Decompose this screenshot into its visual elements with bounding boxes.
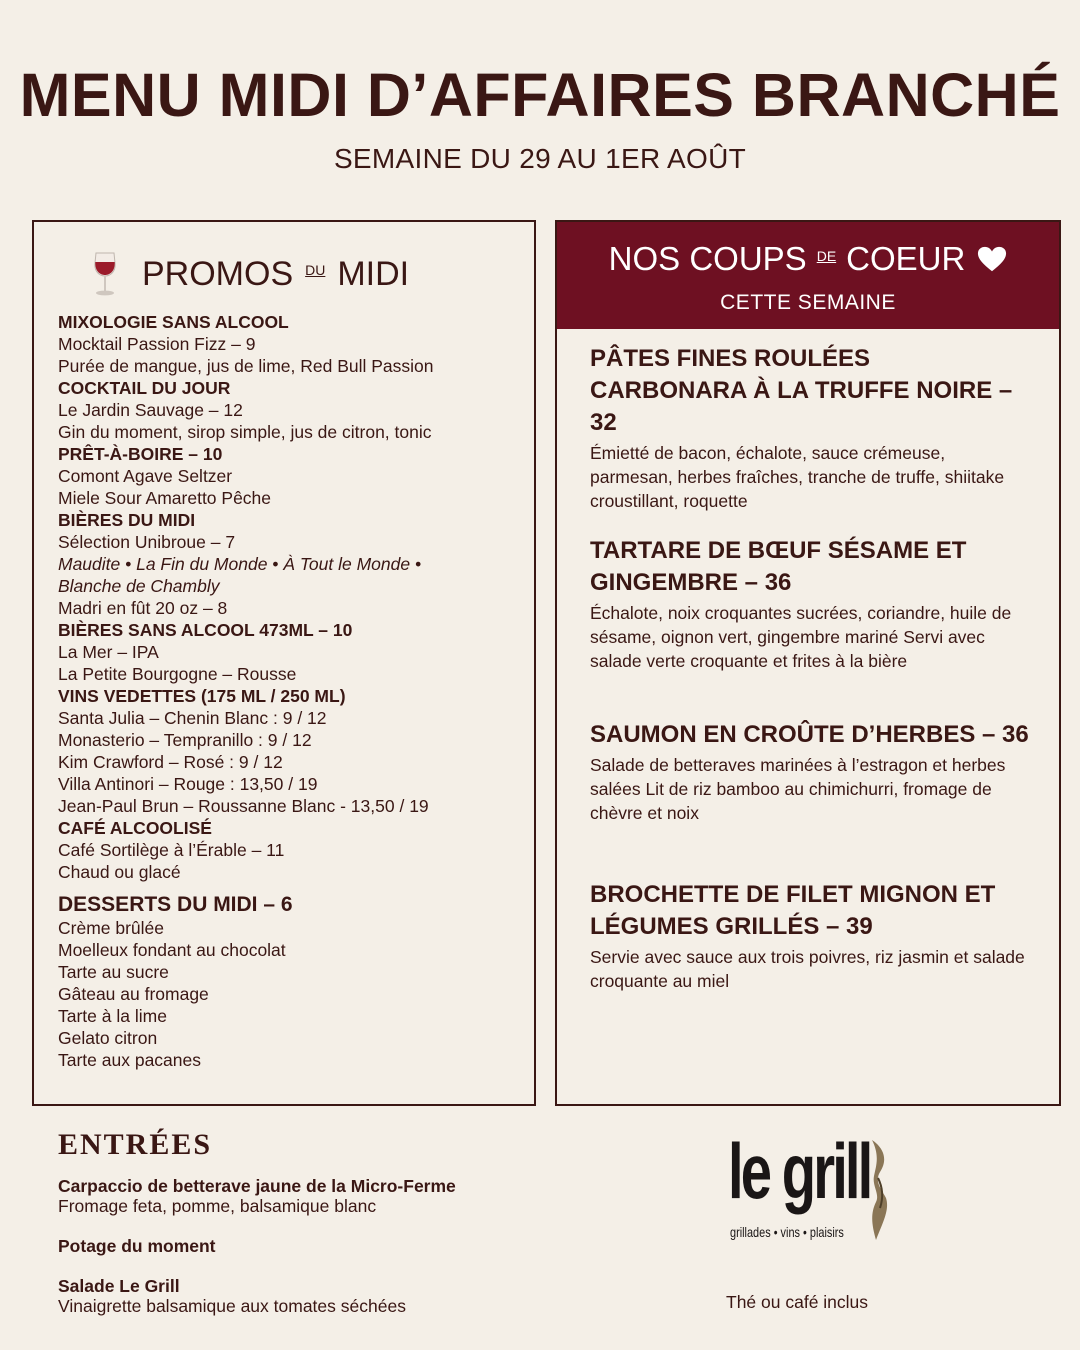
- promo-line: Jean-Paul Brun – Roussanne Blanc - 13,50 / 19: [58, 796, 429, 816]
- promo-line: La Mer – IPA: [58, 642, 159, 662]
- page-subtitle: SEMAINE DU 29 AU 1ER AOÛT: [333, 143, 747, 174]
- entree-description: Vinaigrette balsamique aux tomates séchées: [58, 1296, 406, 1316]
- promos-title-small: DU: [305, 262, 326, 278]
- entree-item: [58, 1176, 578, 1216]
- promo-line: Le Jardin Sauvage – 12: [58, 400, 243, 420]
- dish-description: Salade de betteraves marinées à l’estragon et herbes salées Lit de riz bamboo au chimichurri, fromage de chèvre et noix: [590, 755, 1006, 823]
- entrees-section: [58, 1128, 578, 1316]
- promo-line: Tarte à la lime: [58, 1006, 167, 1026]
- entree-name: Potage du moment: [58, 1236, 216, 1256]
- entree-name: Salade Le Grill: [58, 1276, 180, 1296]
- dish-item: [590, 879, 1030, 993]
- entree-item: [58, 1276, 578, 1316]
- wine-glass-icon: [90, 251, 120, 297]
- promo-section-heading: CAFÉ ALCOOLISÉ: [58, 818, 212, 838]
- coups-title-small: DE: [816, 248, 837, 264]
- coups-title-right: COEUR: [846, 240, 966, 277]
- included-note: Thé ou café inclus: [726, 1292, 869, 1312]
- coups-title-left: NOS COUPS: [608, 240, 807, 277]
- promo-section-heading: COCKTAIL DU JOUR: [58, 378, 231, 398]
- flame-leaf-icon: [868, 1138, 890, 1242]
- promo-line: Chaud ou glacé: [58, 862, 181, 882]
- promo-line: Santa Julia – Chenin Blanc : 9 / 12: [58, 708, 327, 728]
- promo-section-heading: MIXOLOGIE SANS ALCOOL: [58, 312, 289, 332]
- promo-line: La Petite Bourgogne – Rousse: [58, 664, 297, 684]
- promo-line: Villa Antinori – Rouge : 13,50 / 19: [58, 774, 318, 794]
- promo-line: Tarte au sucre: [58, 962, 169, 982]
- dish-description: Émietté de bacon, échalote, sauce crémeuse, parmesan, herbes fraîches, tranche de truffe, shiitake croustillant, roquette: [590, 443, 1005, 511]
- entrees-title: ENTRÉES: [58, 1128, 213, 1161]
- entree-item: [58, 1236, 578, 1256]
- promo-line: Miele Sour Amaretto Pêche: [58, 488, 272, 508]
- promo-line: Moelleux fondant au chocolat: [58, 940, 286, 960]
- promo-section-heading: BIÈRES DU MIDI: [58, 510, 196, 530]
- promos-heading: [90, 250, 409, 298]
- logo-wordmark: le grill: [728, 1127, 871, 1215]
- heart-icon: [977, 245, 1007, 273]
- dish-description: Échalote, noix croquantes sucrées, coriandre, huile de sésame, oignon vert, gingembre mariné Servi avec salade verte croquante et frites à la bière: [590, 603, 1012, 671]
- promo-line: Café Sortilège à l’Érable – 11: [58, 840, 285, 860]
- promos-title-left: PROMOS: [142, 254, 294, 293]
- promo-section-heading: BIÈRES SANS ALCOOL 473ML – 10: [58, 620, 353, 640]
- promo-line: Comont Agave Seltzer: [58, 466, 233, 486]
- dish-item: [590, 343, 1030, 513]
- promo-line: Mocktail Passion Fizz – 9: [58, 334, 256, 354]
- promo-line: Maudite • La Fin du Monde • À Tout le Monde •: [58, 554, 422, 574]
- restaurant-logo: [728, 1127, 898, 1250]
- promo-line: Madri en fût 20 oz – 8: [58, 598, 228, 618]
- promo-line: Gelato citron: [58, 1028, 158, 1048]
- entree-description: Fromage feta, pomme, balsamique blanc: [58, 1196, 377, 1216]
- promo-line: Tarte aux pacanes: [58, 1050, 202, 1070]
- dish-item: [590, 535, 1030, 673]
- promos-panel: [32, 220, 536, 1106]
- promo-section-heading: DESSERTS DU MIDI – 6: [58, 893, 293, 916]
- promo-line: Gin du moment, sirop simple, jus de citron, tonic: [58, 422, 432, 442]
- dish-name: TARTARE DE BŒUF SÉSAME ET GINGEMBRE – 36: [590, 537, 967, 596]
- dish-name: SAUMON EN CROÛTE D’HERBES – 36: [590, 721, 1029, 748]
- coups-de-coeur-panel: [555, 220, 1061, 1106]
- page-title: MENU MIDI D’AFFAIRES BRANCHÉ: [19, 61, 1061, 129]
- promo-line: Crème brûlée: [58, 918, 165, 938]
- coups-heading: [557, 240, 1059, 278]
- promo-line: Purée de mangue, jus de lime, Red Bull Passion: [58, 356, 434, 376]
- promos-title-right: MIDI: [337, 254, 410, 293]
- coups-header: [557, 222, 1059, 329]
- promo-section-heading: PRÊT-À-BOIRE – 10: [58, 444, 223, 464]
- dish-description: Servie avec sauce aux trois poivres, riz jasmin et salade croquante au miel: [590, 947, 1025, 991]
- entree-name: Carpaccio de betterave jaune de la Micro-Ferme: [58, 1176, 456, 1196]
- promos-list: [58, 311, 528, 1071]
- coups-subtitle: CETTE SEMAINE: [720, 291, 896, 314]
- promo-line: Blanche de Chambly: [58, 576, 220, 596]
- promo-line: Monasterio – Tempranillo : 9 / 12: [58, 730, 312, 750]
- promo-section-heading: VINS VEDETTES (175 ML / 250 ML): [58, 686, 346, 706]
- dish-name: PÂTES FINES ROULÉES CARBONARA À LA TRUFFE NOIRE – 32: [590, 345, 1013, 436]
- logo-tagline: grillades • vins • plaisirs: [730, 1224, 844, 1240]
- promo-line: Gâteau au fromage: [58, 984, 209, 1004]
- dish-item: [590, 719, 1030, 825]
- dish-name: BROCHETTE DE FILET MIGNON ET LÉGUMES GRILLÉS – 39: [590, 881, 996, 940]
- promo-line: Kim Crawford – Rosé : 9 / 12: [58, 752, 283, 772]
- promo-line: Sélection Unibroue – 7: [58, 532, 236, 552]
